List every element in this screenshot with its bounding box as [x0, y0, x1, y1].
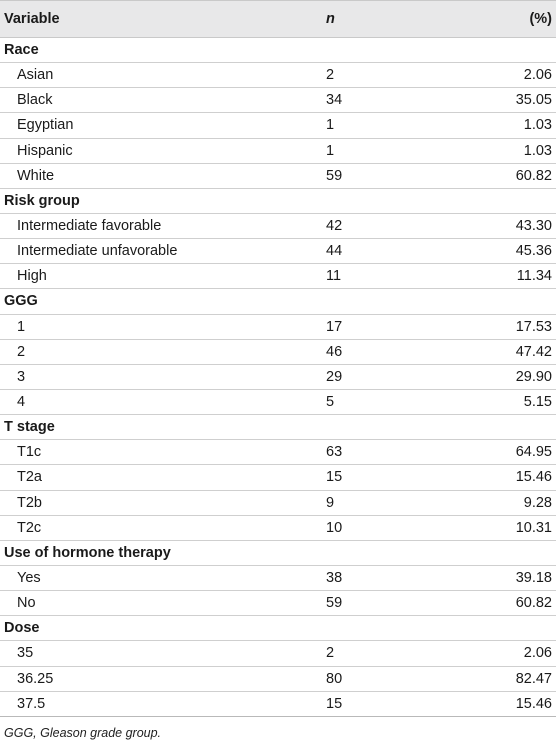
row-n-value: 11 [326, 264, 446, 289]
table-row [0, 339, 556, 364]
group-label: GGG [0, 289, 556, 314]
row-label: 36.25 [0, 666, 326, 691]
group-label: Use of hormone therapy [0, 540, 556, 565]
table-row [0, 591, 556, 616]
row-n-value: 15 [326, 691, 446, 716]
table-row [0, 314, 556, 339]
table-row [0, 389, 556, 414]
row-label: 4 [0, 389, 326, 414]
group-row [0, 289, 556, 314]
row-percent-value: 47.42 [446, 339, 556, 364]
row-percent-value: 43.30 [446, 213, 556, 238]
row-label: Intermediate favorable [0, 213, 326, 238]
row-n-value: 1 [326, 138, 446, 163]
row-label: Asian [0, 63, 326, 88]
row-n-value: 1 [326, 113, 446, 138]
group-row [0, 38, 556, 63]
table-row [0, 113, 556, 138]
row-percent-value: 45.36 [446, 239, 556, 264]
table-row [0, 239, 556, 264]
row-percent-value: 9.28 [446, 490, 556, 515]
row-n-value: 29 [326, 364, 446, 389]
row-label: Yes [0, 565, 326, 590]
row-n-value: 10 [326, 515, 446, 540]
row-percent-value: 39.18 [446, 565, 556, 590]
row-percent-value: 10.31 [446, 515, 556, 540]
row-n-value: 59 [326, 591, 446, 616]
table-row [0, 88, 556, 113]
row-n-value: 42 [326, 213, 446, 238]
group-row [0, 616, 556, 641]
row-n-value: 5 [326, 389, 446, 414]
row-n-value: 80 [326, 666, 446, 691]
table-row [0, 515, 556, 540]
group-label: Dose [0, 616, 556, 641]
row-label: Hispanic [0, 138, 326, 163]
column-header-percent: (%) [446, 1, 556, 38]
row-percent-value: 17.53 [446, 314, 556, 339]
group-label: Risk group [0, 188, 556, 213]
row-n-value: 46 [326, 339, 446, 364]
row-percent-value: 64.95 [446, 440, 556, 465]
table-row [0, 364, 556, 389]
row-percent-value: 2.06 [446, 641, 556, 666]
row-percent-value: 1.03 [446, 138, 556, 163]
row-n-value: 44 [326, 239, 446, 264]
row-label: High [0, 264, 326, 289]
row-percent-value: 5.15 [446, 389, 556, 414]
table-row [0, 641, 556, 666]
table-body [0, 38, 556, 717]
row-label: No [0, 591, 326, 616]
row-label: 37.5 [0, 691, 326, 716]
row-n-value: 59 [326, 163, 446, 188]
group-row [0, 540, 556, 565]
group-row [0, 188, 556, 213]
row-n-value: 9 [326, 490, 446, 515]
group-label: Race [0, 38, 556, 63]
row-label: T2b [0, 490, 326, 515]
column-header-variable: Variable [0, 1, 326, 38]
table-row [0, 264, 556, 289]
row-percent-value: 82.47 [446, 666, 556, 691]
row-percent-value: 15.46 [446, 691, 556, 716]
row-percent-value: 60.82 [446, 163, 556, 188]
table-row [0, 63, 556, 88]
row-label: 1 [0, 314, 326, 339]
table-footnote: GGG, Gleason grade group. [4, 726, 162, 740]
row-n-value: 63 [326, 440, 446, 465]
row-n-value: 17 [326, 314, 446, 339]
row-label: 2 [0, 339, 326, 364]
table-row [0, 440, 556, 465]
row-n-value: 34 [326, 88, 446, 113]
row-label: T2c [0, 515, 326, 540]
row-label: Black [0, 88, 326, 113]
row-label: White [0, 163, 326, 188]
group-label: T stage [0, 415, 556, 440]
row-percent-value: 29.90 [446, 364, 556, 389]
row-label: 35 [0, 641, 326, 666]
header-row [0, 1, 556, 38]
row-label: T2a [0, 465, 326, 490]
table-row [0, 666, 556, 691]
row-label: Egyptian [0, 113, 326, 138]
row-percent-value: 35.05 [446, 88, 556, 113]
row-n-value: 15 [326, 465, 446, 490]
row-n-value: 38 [326, 565, 446, 590]
group-row [0, 415, 556, 440]
row-n-value: 2 [326, 63, 446, 88]
table-row [0, 465, 556, 490]
row-percent-value: 2.06 [446, 63, 556, 88]
table-row [0, 213, 556, 238]
row-label: 3 [0, 364, 326, 389]
column-header-n: n [326, 1, 446, 38]
table-row [0, 163, 556, 188]
table-row [0, 138, 556, 163]
row-percent-value: 15.46 [446, 465, 556, 490]
row-percent-value: 11.34 [446, 264, 556, 289]
table-row [0, 490, 556, 515]
row-n-value: 2 [326, 641, 446, 666]
table-header [0, 1, 556, 38]
row-label: T1c [0, 440, 326, 465]
row-percent-value: 60.82 [446, 591, 556, 616]
row-label: Intermediate unfavorable [0, 239, 326, 264]
row-percent-value: 1.03 [446, 113, 556, 138]
table-row [0, 691, 556, 716]
table-row [0, 565, 556, 590]
